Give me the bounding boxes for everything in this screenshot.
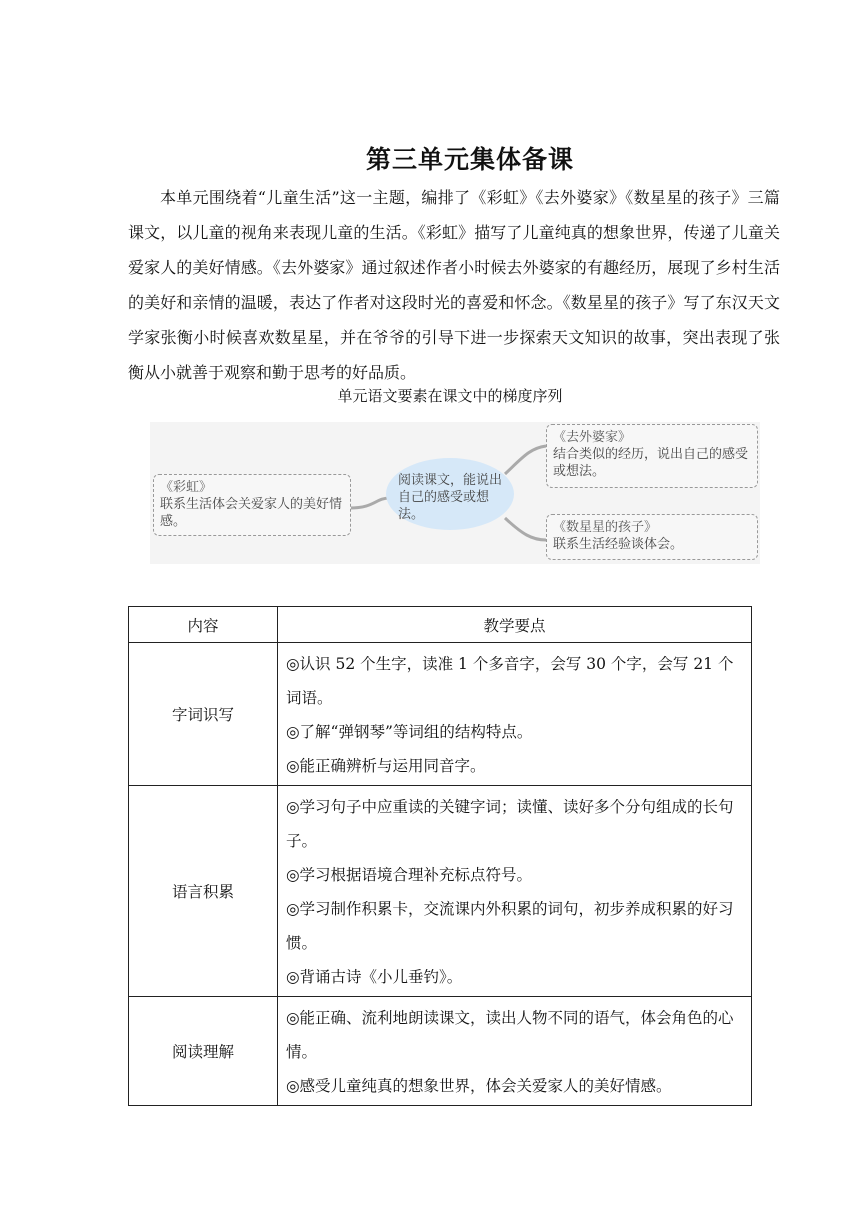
node-caihong-body: 联系生活体会关爱家人的美好情感。 — [160, 497, 343, 529]
row-category: 语言积累 — [129, 786, 278, 997]
mind-map-diagram — [150, 422, 760, 564]
node-shu-xingxing — [546, 514, 758, 560]
table-row — [129, 997, 752, 1106]
table-row — [129, 786, 752, 997]
table-header-row — [129, 607, 752, 643]
teaching-point: ◎背诵古诗《小儿垂钓》。 — [286, 968, 463, 986]
intro-text: 本单元围绕着“儿童生活”这一主题，编排了《彩虹》《去外婆家》《数星星的孩子》三篇课文，以儿童的视角来表现儿童的生活。《彩虹》描写了儿童纯真的想象世界，传递了儿童关爱家人的美好情感。《去外婆家》通过叙述作者小时候去外婆家的有趣经历，展现了乡村生活的美好和亲情的温暖，表达了作者对这段时光的喜爱和怀念。《数星星的孩子》写了东汉天文学家张衡小时候喜欢数星星，并在爷爷的引导下进一步探索天文知识的故事，突出表现了张衡从小就善于观察和勤于思考的好品质。 — [128, 188, 780, 382]
node-qu-waipo-jia-title: 《去外婆家》 — [553, 430, 632, 445]
teaching-points-table — [128, 606, 752, 1106]
teaching-point: ◎感受儿童纯真的想象世界，体会关爱家人的美好情感。 — [286, 1077, 672, 1095]
page-title: 第三单元集体备课 — [365, 145, 574, 174]
intro-paragraph — [128, 180, 780, 390]
node-shu-xingxing-body: 联系生活经验谈体会。 — [553, 537, 684, 552]
node-caihong — [153, 474, 351, 536]
row-category: 字词识写 — [129, 643, 278, 786]
node-shu-xingxing-title: 《数星星的孩子》 — [553, 520, 658, 535]
teaching-point: ◎能正确辨析与运用同音字。 — [286, 757, 486, 775]
figure-caption: 单元语文要素在课文中的梯度序列 — [337, 387, 563, 405]
teaching-point: ◎学习句子中应重读的关键字词；读懂、读好多个分句组成的长句子。 — [286, 798, 734, 850]
connector-bottom-right — [505, 518, 546, 540]
connector-left — [350, 498, 390, 508]
teaching-point: ◎学习根据语境合理补充标点符号。 — [286, 866, 533, 884]
header-content: 内容 — [129, 607, 278, 643]
table-row — [129, 643, 752, 786]
row-points — [278, 997, 752, 1106]
node-qu-waipo-jia-body: 结合类似的经历，说出自己的感受或想法。 — [553, 447, 749, 479]
teaching-point: ◎能正确、流利地朗读课文，读出人物不同的语气，体会角色的心情。 — [286, 1009, 734, 1061]
node-center: 阅读课文，能说出自己的感受或想法。 — [386, 458, 514, 530]
row-points — [278, 786, 752, 997]
row-points — [278, 643, 752, 786]
header-teaching-points: 教学要点 — [278, 607, 752, 643]
teaching-point: ◎认识 52 个生字，读准 1 个多音字，会写 30 个字，会写 21 个词语。 — [286, 655, 734, 707]
node-caihong-title: 《彩虹》 — [160, 480, 213, 495]
teaching-point: ◎了解“弹钢琴”等词组的结构特点。 — [286, 723, 533, 741]
row-category: 阅读理解 — [129, 997, 278, 1106]
connector-top-right — [505, 446, 546, 474]
node-qu-waipo-jia — [546, 424, 758, 488]
teaching-point: ◎学习制作积累卡，交流课内外积累的词句，初步养成积累的好习惯。 — [286, 900, 734, 952]
